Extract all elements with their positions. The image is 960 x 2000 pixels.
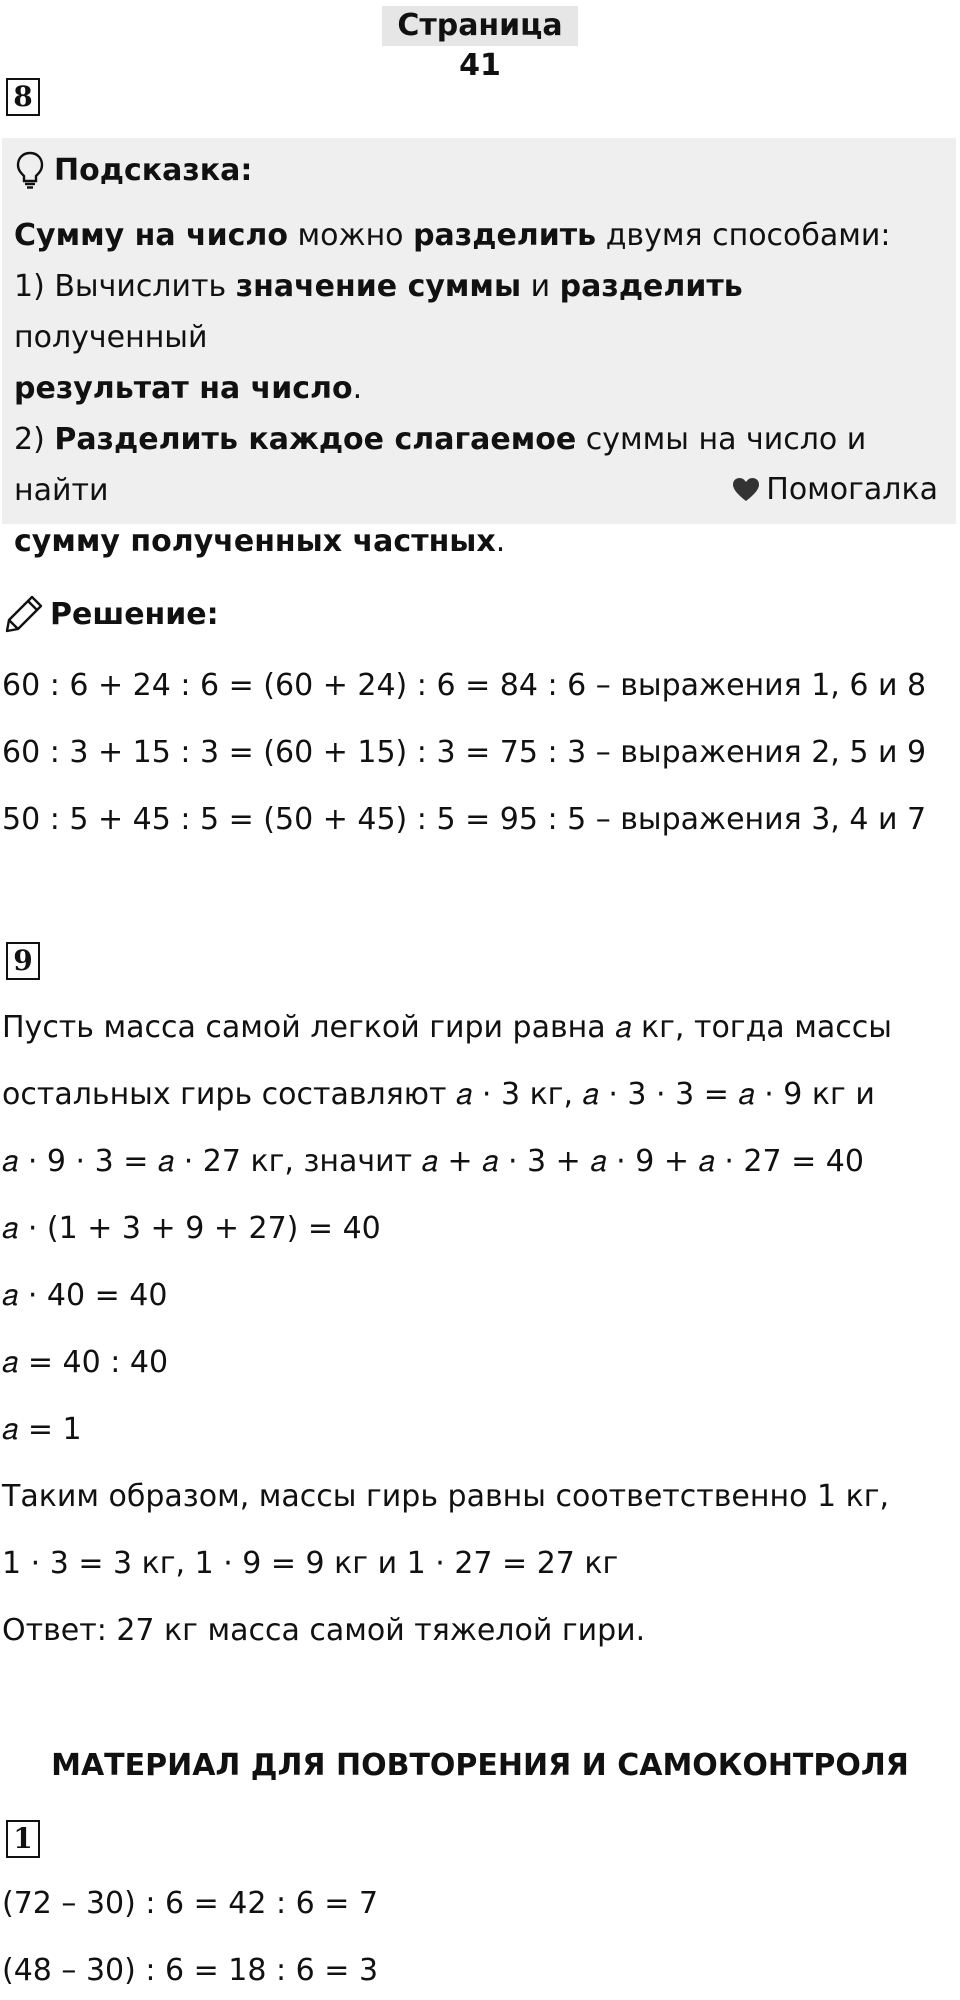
hint-text-run: . [352, 371, 363, 406]
hint-bold-text: Разделить каждое слагаемое [54, 422, 577, 457]
task-number-9: 9 [6, 942, 40, 980]
hint-text-run: полученный [14, 320, 208, 355]
solution-header [4, 594, 219, 634]
section-heading: МАТЕРИАЛ ДЛЯ ПОВТОРЕНИЯ И САМОКОНТРОЛЯ [51, 1748, 909, 1783]
task9-line: Пусть масса самой легкой гири равна 𝑎 кг, тогда массы [2, 1010, 892, 1045]
task9-line: 𝑎 = 1 [2, 1412, 82, 1447]
hint-bold-text: значение суммы [235, 269, 522, 304]
task9-line: 𝑎 · (1 + 3 + 9 + 27) = 40 [2, 1211, 381, 1246]
hint-brand [732, 472, 938, 507]
hint-brand-label: Помогалка [766, 472, 938, 507]
hint-text-run: 2) [14, 422, 55, 457]
hint-text-run: можно [288, 218, 414, 253]
hint-bold-text: сумму полученных частных [14, 524, 496, 559]
task-number-8: 8 [6, 78, 40, 116]
task9-line: 1 · 3 = 3 кг, 1 · 9 = 9 кг и 1 · 27 = 27 кг [2, 1546, 619, 1581]
hint-line [14, 363, 944, 414]
task9-line: Таким образом, массы гирь равны соответственно 1 кг, [2, 1479, 890, 1514]
lightbulb-icon [14, 150, 46, 190]
heart-icon [732, 477, 760, 503]
task9-line: 𝑎 = 40 : 40 [2, 1345, 169, 1380]
hint-text-run: суммы на число и найти [14, 422, 867, 508]
hint-text-run: . [495, 524, 506, 559]
hint-text-run: и [521, 269, 560, 304]
pencil-icon [4, 594, 44, 634]
task9-line: остальных гирь составляют 𝑎 · 3 кг, 𝑎 · 3 · 3 = 𝑎 · 9 кг и [2, 1077, 875, 1112]
hint-text-run: 1) Вычислить [14, 269, 236, 304]
review-line: (48 – 30) : 6 = 18 : 6 = 3 [2, 1953, 379, 1988]
hint-text [14, 210, 944, 567]
hint-header [14, 148, 252, 192]
solution-line: 50 : 5 + 45 : 5 = (50 + 45) : 5 = 95 : 5 – выражения 3, 4 и 7 [2, 802, 927, 837]
hint-box [2, 138, 956, 559]
hint-line [14, 210, 944, 261]
hint-title: Подсказка: [54, 152, 253, 188]
page-title: Страница 41 [382, 6, 578, 46]
task9-answer: Ответ: 27 кг масса самой тяжелой гири. [2, 1613, 646, 1648]
solution-line: 60 : 3 + 15 : 3 = (60 + 15) : 3 = 75 : 3 – выражения 2, 5 и 9 [2, 735, 927, 770]
review-task-number-1: 1 [6, 1820, 40, 1858]
hint-bold-text: Сумму на число [14, 218, 289, 253]
solution-line: 60 : 6 + 24 : 6 = (60 + 24) : 6 = 84 : 6 – выражения 1, 6 и 8 [2, 668, 927, 703]
task9-line: 𝑎 · 9 · 3 = 𝑎 · 27 кг, значит 𝑎 + 𝑎 · 3 + 𝑎 · 9 + 𝑎 · 27 = 40 [2, 1144, 864, 1179]
hint-bold-text: разделить [413, 218, 597, 253]
hint-bold-text: результат на число [14, 371, 353, 406]
hint-line [14, 261, 944, 363]
hint-line [14, 516, 944, 567]
solution-title: Решение: [50, 596, 219, 632]
hint-bold-text: разделить [559, 269, 743, 304]
hint-text-run: двумя способами: [596, 218, 891, 253]
review-line: (72 – 30) : 6 = 42 : 6 = 7 [2, 1886, 379, 1921]
task9-line: 𝑎 · 40 = 40 [2, 1278, 168, 1313]
